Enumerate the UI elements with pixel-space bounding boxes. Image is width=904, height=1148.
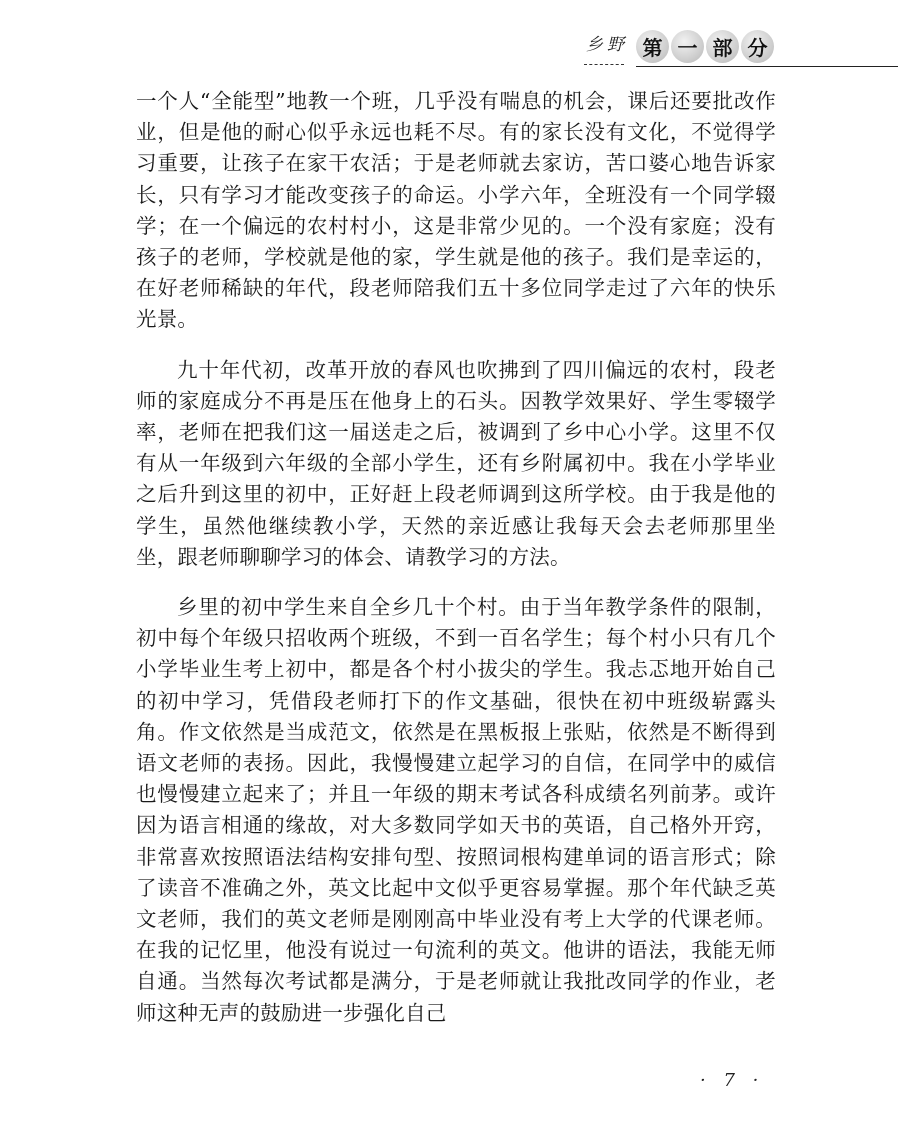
part-title-char: 一 bbox=[671, 30, 704, 63]
paragraph-1: 一个人“全能型”地教一个班，几乎没有喘息的机会，课后还要批改作业，但是他的耐心似乎永远也耗不尽。有的家长没有文化，不觉得学习重要，让孩子在家干农活；于是老师就去家访，苦口婆心地告诉家长，只有学习才能改变孩子的命运。小学六年，全班没有一个同学辍学；在一个偏远的农村村小，这是非常少见的。一个没有家庭；没有孩子的老师，学校就是他的家，学生就是他的孩子。我们是幸运的，在好老师稀缺的年代，段老师陪我们五十多位同学走过了六年的快乐光景。 bbox=[136, 89, 776, 332]
part-title-badge bbox=[636, 26, 776, 66]
part-title-char: 部 bbox=[706, 30, 739, 63]
paragraph-2: 九十年代初，改革开放的春风也吹拂到了四川偏远的农村，段老师的家庭成分不再是压在他身上的石头。因教学效果好、学生零辍学率，老师在把我们这一届送走之后，被调到了乡中心小学。这里不仅有从一年级到六年级的全部小学生，还有乡附属初中。我在小学毕业之后升到这里的初中，正好赶上段老师调到这所学校。由于我是他的学生，虽然他继续教小学，天然的亲近感让我每天会去老师那里坐坐，跟老师聊聊学习的体会、请教学习的方法。 bbox=[136, 357, 776, 569]
page-header bbox=[0, 0, 904, 80]
part-title-char: 第 bbox=[636, 30, 669, 63]
part-title-char: 分 bbox=[741, 30, 774, 63]
paragraph-3: 乡里的初中学生来自全乡几十个村。由于当年教学条件的限制，初中每个年级只招收两个班级，不到一百名学生；每个村小只有几个小学毕业生考上初中，都是各个村小拔尖的学生。我忐忑地开始自己的初中学习，凭借段老师打下的作文基础，很快在初中班级崭露头角。作文依然是当成范文，依然是在黑板报上张贴，依然是不断得到语文老师的表扬。因此，我慢慢建立起学习的自信，在同学中的威信也慢慢建立起来了；并且一年级的期末考试各科成绩名列前茅。或许因为语言相通的缘故，对大多数同学如天书的英语，自己格外开窍，非常喜欢按照语法结构安排句型、按照词根构建单词的语言形式；除了读音不准确之外，英文比起中文似乎更容易掌握。那个年代缺乏英文老师，我们的英文老师是刚刚高中毕业没有考上大学的代课老师。在我的记忆里，他没有说过一句流利的英文。他讲的语法，我能无师自通。当然每次考试都是满分，于是老师就让我批改同学的作业，老师这种无声的鼓励进一步强化自己 bbox=[136, 595, 776, 1025]
page-number: · 7 · bbox=[700, 1070, 765, 1091]
header-rule bbox=[636, 66, 898, 67]
section-label-underline bbox=[584, 64, 624, 65]
body-text bbox=[136, 86, 776, 1029]
section-label: 乡野 bbox=[586, 35, 628, 55]
